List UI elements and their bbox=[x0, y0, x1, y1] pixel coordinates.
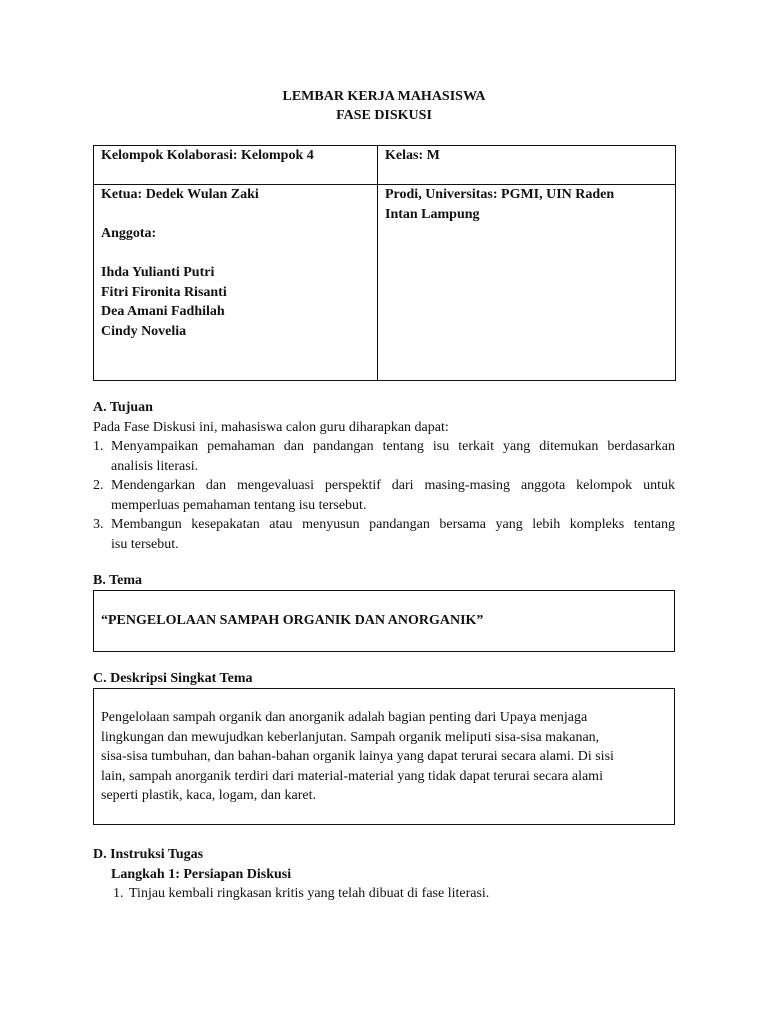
document-title: LEMBAR KERJA MAHASISWA bbox=[282, 89, 486, 104]
list-item: 1. Tinjau kembali ringkasan kritis yang telah dibuat di fase literasi. bbox=[113, 886, 490, 901]
anggota-item: Dea Amani Fadhilah bbox=[101, 304, 225, 319]
kelas-cell bbox=[378, 146, 676, 185]
kelompok-cell bbox=[94, 146, 378, 185]
list-item: 1. Menyampaikan pemahaman dan pandangan tentang isu terkait yang ditemukan berdasarkan analisis literasi. bbox=[93, 439, 675, 474]
tujuan-section bbox=[93, 398, 675, 554]
prodi-cell bbox=[378, 185, 676, 381]
group-info-table bbox=[93, 145, 676, 381]
instruksi-section bbox=[93, 845, 675, 904]
tujuan-heading: A. Tujuan bbox=[93, 400, 153, 415]
deskripsi-line: seperti plastik, kaca, logam, dan karet. bbox=[101, 788, 316, 803]
deskripsi-line: sisa-sisa tumbuhan, dan bahan-bahan organik lainya yang dapat terurai secara alami. Di sisi bbox=[101, 749, 614, 764]
anggota-item: Cindy Novelia bbox=[101, 323, 187, 339]
prodi-text-line1: Prodi, Universitas: PGMI, UIN Raden bbox=[385, 187, 615, 202]
ketua-text: Ketua: Dedek Wulan Zaki bbox=[101, 187, 259, 202]
deskripsi-line: lingkungan dan mewujudkan keberlanjutan. Sampah organik meliputi sisa-sisa makanan, bbox=[101, 729, 600, 745]
tema-box bbox=[93, 590, 675, 652]
tujuan-intro: Pada Fase Diskusi ini, mahasiswa calon guru diharapkan dapat: bbox=[93, 419, 449, 435]
tema-heading: B. Tema bbox=[93, 573, 143, 588]
langkah-heading: Langkah 1: Persiapan Diskusi bbox=[111, 866, 292, 882]
tema-text: “PENGELOLAAN SAMPAH ORGANIK DAN ANORGANIK” bbox=[101, 613, 484, 628]
anggota-item: Fitri Fironita Risanti bbox=[101, 284, 227, 300]
tujuan-list bbox=[93, 437, 675, 554]
instruksi-heading: D. Instruksi Tugas bbox=[93, 847, 204, 862]
deskripsi-box bbox=[93, 688, 675, 825]
kelompok-text: Kelompok Kolaborasi: Kelompok 4 bbox=[101, 148, 314, 163]
anggota-item: Ihda Yulianti Putri bbox=[101, 265, 215, 280]
document-subtitle: FASE DISKUSI bbox=[336, 108, 432, 123]
members-cell bbox=[94, 185, 378, 381]
anggota-label: Anggota: bbox=[101, 226, 157, 241]
list-item: 2. Mendengarkan dan mengevaluasi perspektif dari masing-masing anggota kelompok untuk memperluas pemahaman tentang isu tersebut. bbox=[93, 478, 675, 513]
list-item: 3. Membangun kesepakatan atau menyusun pandangan bersama yang lebih kompleks tentang isu tersebut. bbox=[93, 517, 675, 552]
deskripsi-line: Pengelolaan sampah organik dan anorganik adalah bagian penting dari Upaya menjaga bbox=[101, 710, 588, 725]
kelas-text: Kelas: M bbox=[385, 148, 440, 163]
prodi-text-line2: Intan Lampung bbox=[385, 206, 480, 222]
deskripsi-line: lain, sampah anorganik terdiri dari material-material yang tidak dapat terurai secara alami bbox=[101, 768, 603, 784]
deskripsi-heading: C. Deskripsi Singkat Tema bbox=[93, 671, 253, 686]
